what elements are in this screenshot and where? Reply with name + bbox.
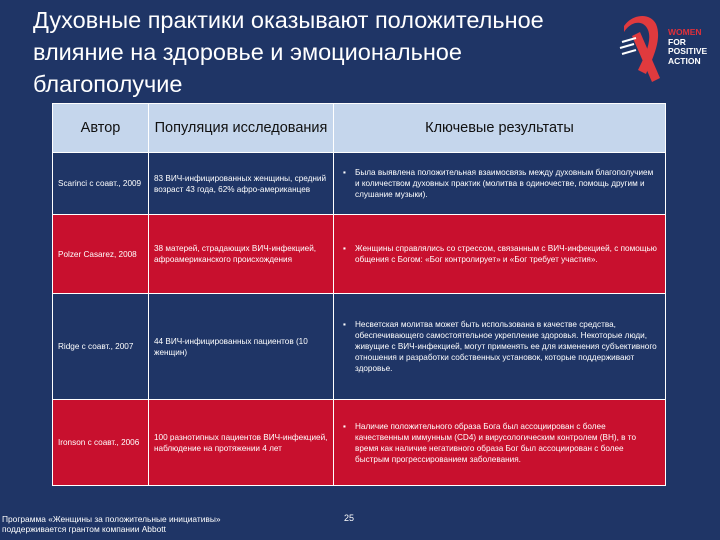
table-row — [53, 294, 666, 400]
table-row — [53, 400, 666, 486]
cell-author: Scarinci с соавт., 2009 — [53, 153, 149, 215]
table-header-row — [53, 104, 666, 153]
header-results: Ключевые результаты — [334, 104, 666, 153]
footer-sponsor — [2, 514, 221, 534]
cell-results — [334, 153, 666, 215]
cell-population: 83 ВИЧ-инфицированных женщины, средний возраст 43 года, 62% афро-американцев — [149, 153, 334, 215]
cell-population: 100 разнотипных пациентов ВИЧ-инфекцией, наблюдение на протяжении 4 лет — [149, 400, 334, 486]
result-bullet: ▪ Несветская молитва может быть использована в качестве средства, обеспечивающего самостоятельное укрепление здоровья. Некоторые люди, живущие с ВИЧ-инфекцией, могут применять ее для изменения субъективного отношения и разработки собственных установок, которые поддерживают здоровье. — [355, 319, 660, 374]
footer-line-2: поддерживается грантом компании Abbott — [2, 524, 166, 534]
footer-line-1: Программа «Женщины за положительные инициативы» — [2, 514, 221, 524]
cell-population: 44 ВИЧ-инфицированных пациентов (10 женщин) — [149, 294, 334, 400]
wpa-logo-text — [668, 28, 707, 66]
logo-line-action: ACTION — [668, 55, 701, 66]
logo-line-positive: POSITIVE — [668, 46, 708, 56]
page-number: 25 — [344, 513, 355, 523]
result-bullet: ▪ Была выявлена положительная взаимосвязь между духовным благополучием и количеством духовных практик (молитва в одиночестве, помощь другим и слушание музыки). — [355, 167, 660, 200]
cell-author: Ironson с соавт., 2006 — [53, 400, 149, 486]
result-bullet: ▪ Наличие положительного образа Бога был ассоциирован с более качественным иммунным (CD4) и вирусологическим контролем (ВН), в то время как наличие негативного образа Бог был ассоциирован с более быстрым прогрессированием заболевания. — [355, 421, 660, 465]
table-row — [53, 153, 666, 215]
cell-results — [334, 294, 666, 400]
cell-author: Ridge с соавт., 2007 — [53, 294, 149, 400]
cell-author: Polzer Casarez, 2008 — [53, 215, 149, 294]
header-population: Популяция исследования — [149, 104, 334, 153]
cell-results — [334, 215, 666, 294]
results-table — [52, 103, 666, 486]
cell-population: 38 матерей, страдающих ВИЧ-инфекцией, афроамериканского происхождения — [149, 215, 334, 294]
cell-results — [334, 400, 666, 486]
slide-title: Духовные практики оказывают положительное влияние на здоровье и эмоциональное благополучие — [33, 7, 544, 97]
header-author: Автор — [53, 104, 149, 153]
logo-line-for: FOR — [668, 36, 686, 47]
table-row — [53, 215, 666, 294]
logo-line-women: WOMEN — [668, 27, 702, 37]
result-bullet: ▪ Женщины справлялись со стрессом, связанным с ВИЧ-инфекцией, с помощью общения с Богом: «Бог контролирует» и «Бог требует участия». — [355, 243, 660, 265]
